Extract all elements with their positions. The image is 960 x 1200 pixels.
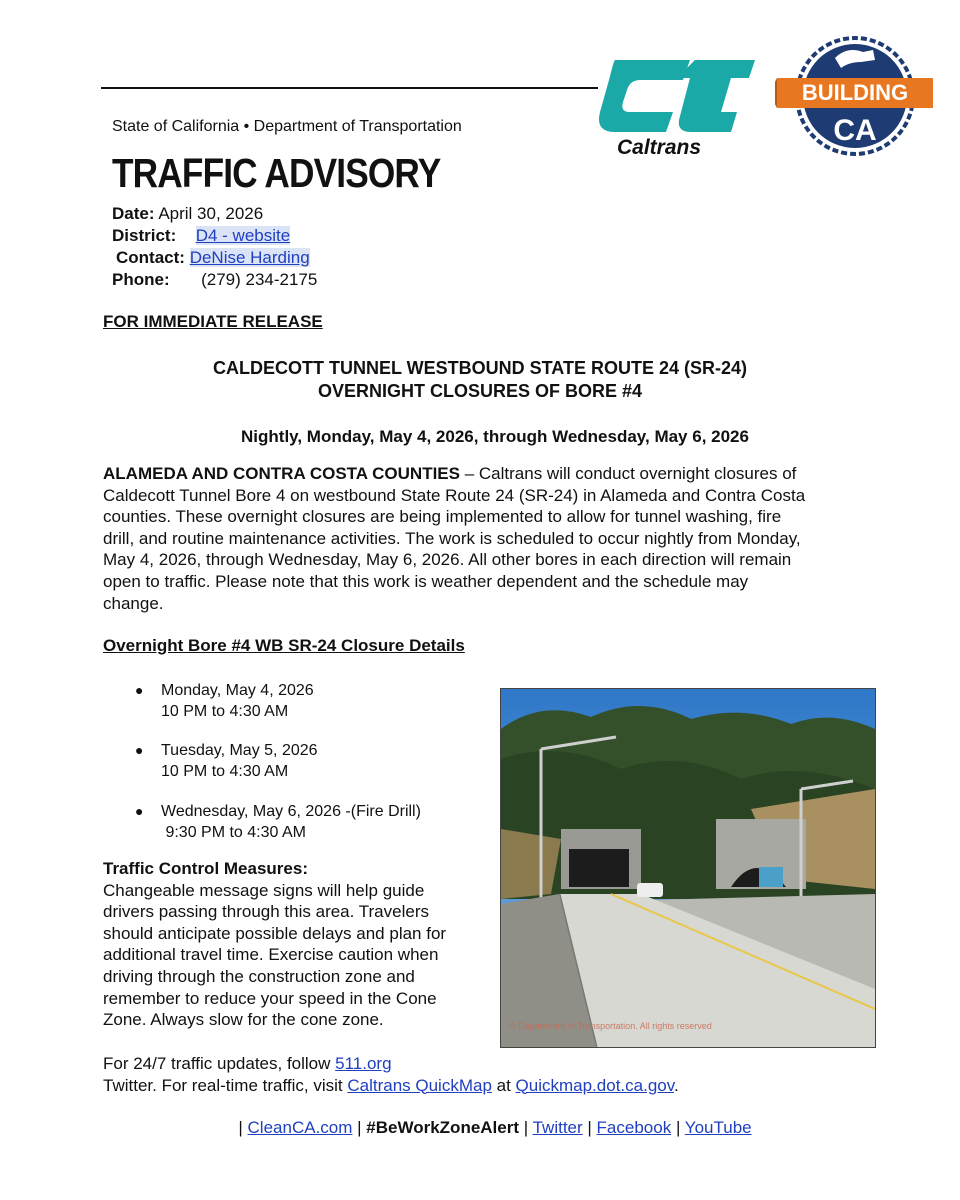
phone-label: Phone: bbox=[112, 270, 170, 289]
traffic-control-section: Traffic Control Measures: Changeable message signs will help guide drivers passing through this area. Travelers should anticipate possible delays and plan for additional travel time. Exercise caution when driving through the construction zone and remember to reduce your speed in the Cone Zone. Always slow for the cone zone. bbox=[103, 858, 503, 1031]
agency-line: State of California • Department of Transportation bbox=[112, 118, 462, 135]
badge-bottom-text: CA bbox=[833, 114, 877, 147]
badge-top-text: BUILDING bbox=[801, 80, 909, 105]
headline bbox=[0, 357, 960, 403]
photo-credit: © Department of Transportation. All rights reserved bbox=[509, 1021, 712, 1031]
contact-link[interactable]: DeNise Harding bbox=[189, 248, 310, 267]
link-cleanca[interactable]: CleanCA.com bbox=[247, 1118, 353, 1137]
caltrans-logo bbox=[595, 50, 765, 165]
headline-line-1: CALDECOTT TUNNEL WESTBOUND STATE ROUTE 24 (SR-24) bbox=[212, 358, 747, 378]
date-row bbox=[112, 203, 263, 225]
bullet-icon: ● bbox=[135, 742, 144, 758]
district-label: District: bbox=[112, 226, 177, 245]
district-row bbox=[112, 225, 290, 247]
link-caltrans-quickmap[interactable]: Caltrans QuickMap bbox=[347, 1075, 492, 1095]
closure-details-heading: Overnight Bore #4 WB SR-24 Closure Details bbox=[103, 636, 465, 655]
body-paragraph: ALAMEDA AND CONTRA COSTA COUNTIES – Caltrans will conduct overnight closures of Caldecott Tunnel Bore 4 on westbound State Route 24 (SR-24) in Alameda and Contra Costa counties. These overnight closures are being implemented to allow for tunnel washing, fire drill, and routine maintenance activities. The work is scheduled to occur nightly from Monday, May 4, 2026, through Wednesday, May 6, 2026. All other bores in each direction will remain open to traffic. Please note that this work is weather dependent and the schedule may change. bbox=[103, 464, 806, 613]
date-label: Date: bbox=[112, 204, 155, 223]
contact-label: Contact: bbox=[116, 248, 185, 267]
bullet-icon: ● bbox=[135, 682, 144, 698]
headline-line-2: OVERNIGHT CLOSURES OF BORE #4 bbox=[317, 381, 643, 401]
link-quickmap-site[interactable]: Quickmap.dot.ca.gov bbox=[515, 1075, 674, 1095]
building-ca-badge bbox=[775, 28, 935, 163]
caltrans-wordmark: Caltrans bbox=[617, 136, 702, 159]
traffic-control-heading: Traffic Control Measures: bbox=[103, 859, 308, 878]
header-rule bbox=[101, 87, 598, 89]
phone-value: (279) 234-2175 bbox=[201, 270, 318, 289]
body-lead: ALAMEDA AND CONTRA COSTA COUNTIES bbox=[103, 464, 460, 483]
link-511[interactable]: 511.org bbox=[335, 1054, 392, 1073]
page-title: TRAFFIC ADVISORY bbox=[112, 150, 441, 196]
link-facebook[interactable]: Facebook bbox=[596, 1118, 672, 1137]
date-range-subhead: Nightly, Monday, May 4, 2026, through Wednesday, May 6, 2026 bbox=[241, 427, 749, 446]
updates-paragraph: For 24/7 traffic updates, follow 511.org Twitter. For real-time traffic, visit Caltrans QuickMap at Quickmap.dot.ca.gov. bbox=[103, 1054, 679, 1095]
footer-links: | CleanCA.com | #BeWorkZoneAlert | Twitter | Facebook | YouTube bbox=[238, 1118, 752, 1137]
link-youtube[interactable]: YouTube bbox=[684, 1118, 752, 1137]
contact-row bbox=[116, 247, 310, 269]
phone-row bbox=[112, 269, 317, 291]
link-twitter[interactable]: Twitter bbox=[532, 1118, 583, 1137]
date-value: April 30, 2026 bbox=[158, 204, 264, 223]
tunnel-photo bbox=[500, 688, 876, 1048]
release-label: FOR IMMEDIATE RELEASE bbox=[103, 312, 323, 331]
bullet-icon: ● bbox=[135, 803, 144, 819]
hashtag: #BeWorkZoneAlert bbox=[366, 1118, 520, 1137]
district-link[interactable]: D4 - website bbox=[195, 226, 291, 245]
